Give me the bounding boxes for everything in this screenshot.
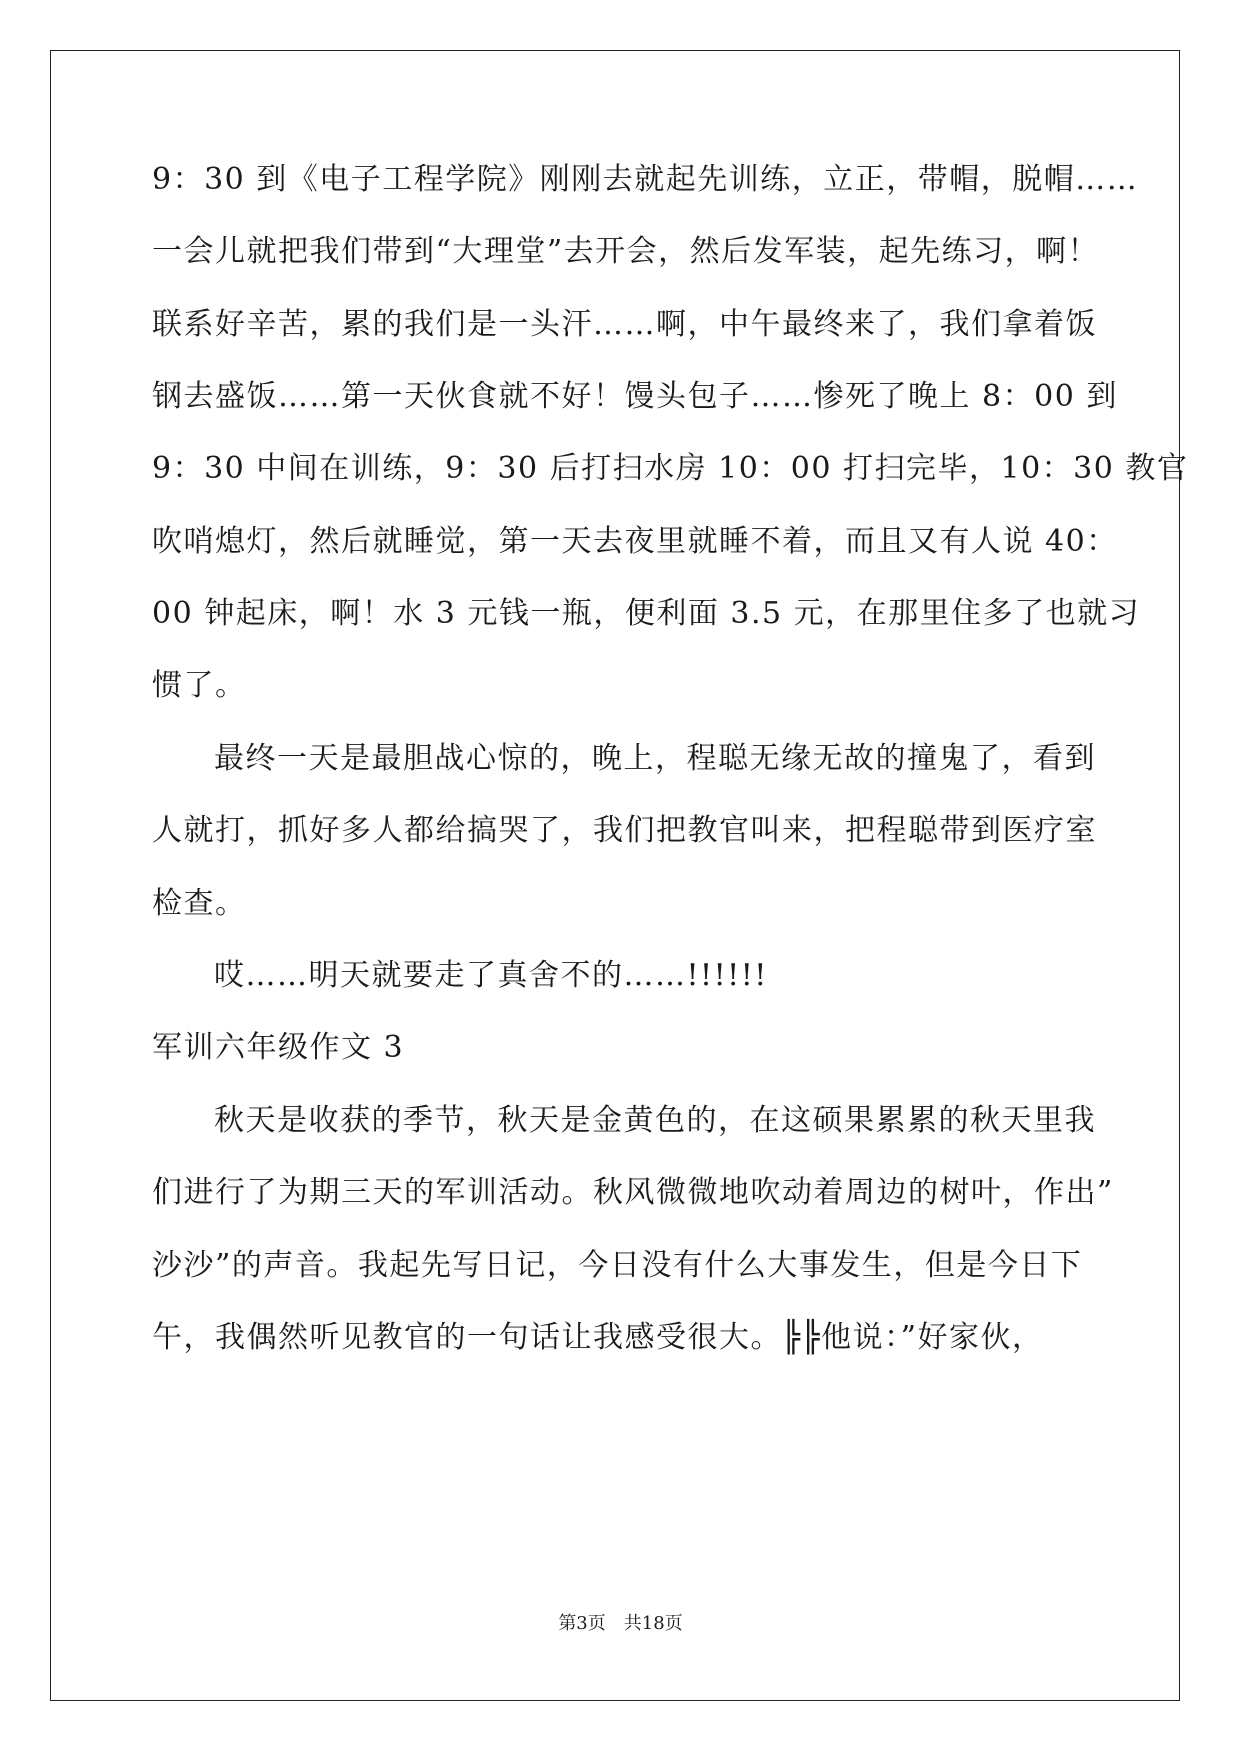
page-number: 第3页 (558, 1613, 606, 1634)
paragraph-line: 人就打，抓好多人都给搞哭了，我们把教官叫来，把程聪带到医疗室 (152, 813, 1097, 848)
section-title: 军训六年级作文 3 (152, 1030, 405, 1065)
paragraph-line: 联系好辛苦，累的我们是一头汗……啊，中午最终来了，我们拿着饭 (152, 307, 1097, 342)
paragraph-line: 哎……明天就要走了真舍不的……!!!!!! (214, 958, 768, 993)
paragraph-line: 9：30 中间在训练，9：30 后打扫水房 10：00 打扫完毕，10：30 教官 (152, 451, 1189, 486)
page-total: 共18页 (623, 1613, 683, 1634)
paragraph-line: 一会儿就把我们带到“大理堂”去开会，然后发军装，起先练习，啊！ (152, 234, 1100, 269)
paragraph-line: 00 钟起床，啊！水 3 元钱一瓶，便利面 3.5 元，在那里住多了也就习 (152, 596, 1141, 631)
paragraph-line: 沙沙”的声音。我起先写日记，今日没有什么大事发生，但是今日下 (152, 1248, 1083, 1283)
paragraph-line: 吹哨熄灯，然后就睡觉，第一天去夜里就睡不着，而且又有人说 40： (152, 524, 1118, 559)
paragraph-line: 秋天是收获的季节，秋天是金黄色的，在这硕果累累的秋天里我 (214, 1103, 1096, 1138)
paragraph-line: 们进行了为期三天的军训活动。秋风微微地吹动着周边的树叶，作出” (152, 1175, 1114, 1210)
paragraph-line: 惯了。 (152, 668, 247, 703)
paragraph-line: 检查。 (152, 886, 247, 921)
page-footer (0, 1612, 1241, 1636)
paragraph-line: 钢去盛饭……第一天伙食就不好！馒头包子……惨死了晚上 8：00 到 (152, 379, 1118, 414)
paragraph-line: 最终一天是最胆战心惊的，晚上，程聪无缘无故的撞鬼了，看到 (214, 741, 1096, 776)
paragraph-line: 午，我偶然听见教官的一句话让我感受很大。╠╠他说：”好家伙， (152, 1320, 1044, 1355)
paragraph-line: 9：30 到《电子工程学院》刚刚去就起先训练，立正，带帽，脱帽…… (152, 162, 1139, 197)
page-border (50, 50, 1180, 1701)
